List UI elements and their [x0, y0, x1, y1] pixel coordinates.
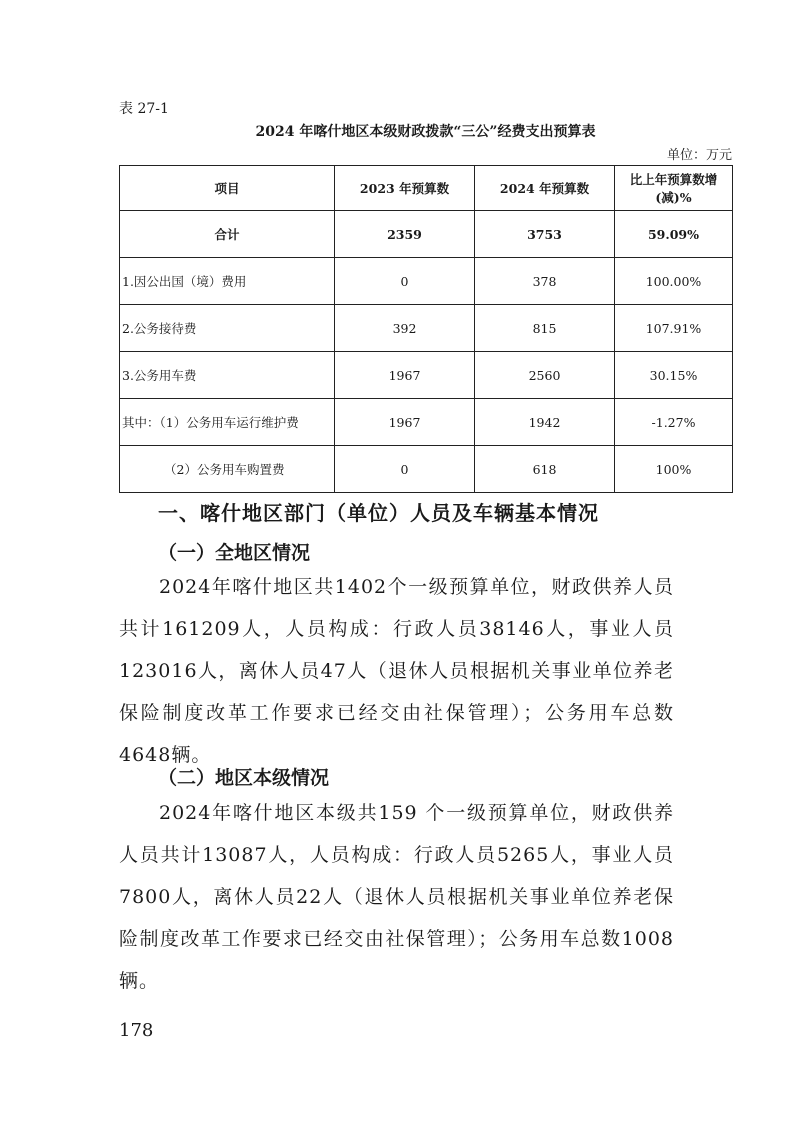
- cell-change: 107.91%: [615, 305, 733, 352]
- cell-item: 合计: [120, 211, 335, 258]
- cell-change: 59.09%: [615, 211, 733, 258]
- cell-2024: 815: [475, 305, 615, 352]
- cell-2023: 1967: [335, 399, 475, 446]
- cell-2024: 3753: [475, 211, 615, 258]
- cell-2024: 378: [475, 258, 615, 305]
- section-title: 一、喀什地区部门（单位）人员及车辆基本情况: [158, 501, 599, 525]
- cell-item: 3.公务用车费: [120, 352, 335, 399]
- table-row-total: [120, 211, 733, 258]
- header-2023: 2023 年预算数: [335, 166, 475, 211]
- cell-change: 100.00%: [615, 258, 733, 305]
- paragraph-region: 2024年喀什地区共1402个一级预算单位，财政供养人员共计161209人，人员构成：行政人员38146人，事业人员123016人，离休人员47人（退休人员根据机关事业单位养老保险制度改革工作要求已经交由社保管理）；公务用车总数4648辆。: [119, 576, 674, 766]
- cell-item: （2）公务用车购置费: [120, 446, 335, 493]
- cell-2023: 0: [335, 258, 475, 305]
- cell-2023: 0: [335, 446, 475, 493]
- cell-change: 30.15%: [615, 352, 733, 399]
- page-number: 178: [119, 1020, 154, 1041]
- header-2024: 2024 年预算数: [475, 166, 615, 211]
- table-row: [120, 305, 733, 352]
- cell-change: -1.27%: [615, 399, 733, 446]
- cell-2023: 2359: [335, 211, 475, 258]
- cell-item: 其中：（1）公务用车运行维护费: [120, 399, 335, 446]
- cell-2024: 1942: [475, 399, 615, 446]
- table-row: [120, 446, 733, 493]
- table-header-row: [120, 166, 733, 211]
- cell-item: 1.因公出国（境）费用: [120, 258, 335, 305]
- unit-label: 单位：万元: [666, 148, 732, 163]
- budget-table: [119, 165, 733, 493]
- table-title: 2024 年喀什地区本级财政拨款“三公”经费支出预算表: [255, 124, 596, 140]
- table-row: [120, 352, 733, 399]
- subsection-title-prefecture-level: （二）地区本级情况: [158, 767, 330, 789]
- cell-2023: 392: [335, 305, 475, 352]
- table-label: 表 27-1: [119, 101, 169, 117]
- table-row: [120, 399, 733, 446]
- cell-2024: 618: [475, 446, 615, 493]
- header-change: 比上年预算数增(减)%: [615, 166, 733, 211]
- header-item: 项目: [120, 166, 335, 211]
- table-row: [120, 258, 733, 305]
- cell-change: 100%: [615, 446, 733, 493]
- paragraph-prefecture-level: 2024年喀什地区本级共159 个一级预算单位，财政供养人员共计13087人，人员构成：行政人员5265人，事业人员7800人，离休人员22人（退休人员根据机关事业单位养老保险制度改革工作要求已经交由社保管理）；公务用车总数1008辆。: [119, 802, 674, 992]
- cell-item: 2.公务接待费: [120, 305, 335, 352]
- cell-2023: 1967: [335, 352, 475, 399]
- cell-2024: 2560: [475, 352, 615, 399]
- subsection-title-region: （一）全地区情况: [158, 542, 311, 564]
